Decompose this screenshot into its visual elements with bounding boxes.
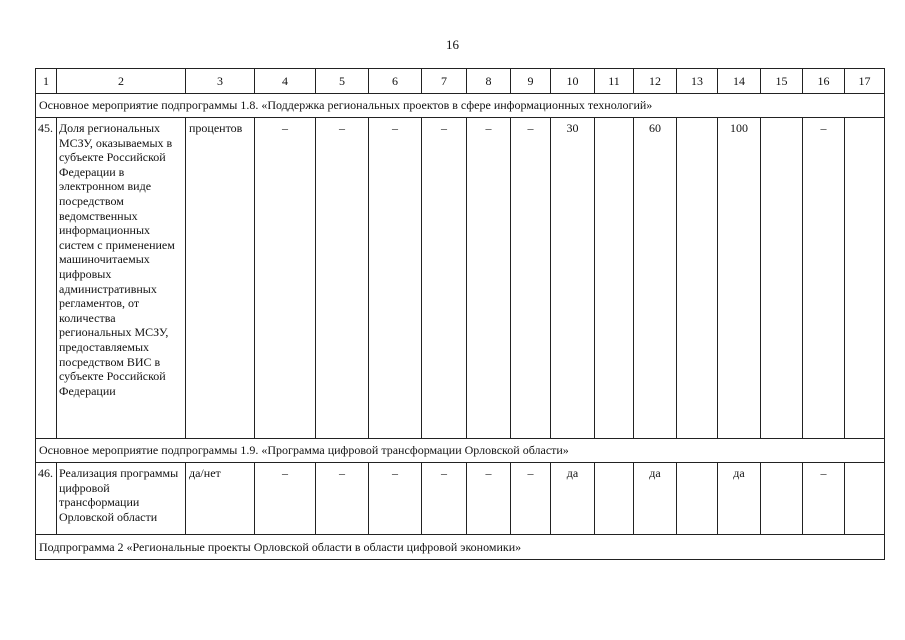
value-cell: –: [255, 463, 316, 535]
column-header: 2: [57, 69, 186, 94]
value-cell: [595, 463, 634, 535]
column-header: 5: [316, 69, 369, 94]
value-cell: [761, 118, 803, 439]
value-cell: –: [369, 463, 422, 535]
value-cell: –: [803, 118, 845, 439]
unit-of-measure: процентов: [186, 118, 255, 439]
value-cell: –: [316, 118, 369, 439]
value-cell: [595, 118, 634, 439]
indicators-table: [35, 68, 885, 560]
value-cell: [845, 463, 885, 535]
column-header: 13: [677, 69, 718, 94]
value-cell: 60: [634, 118, 677, 439]
value-cell: –: [467, 118, 511, 439]
value-cell: –: [422, 118, 467, 439]
value-cell: –: [511, 118, 551, 439]
column-header: 12: [634, 69, 677, 94]
column-header: 10: [551, 69, 595, 94]
value-cell: да: [634, 463, 677, 535]
value-cell: да: [551, 463, 595, 535]
section-row: [36, 535, 885, 560]
column-header: 1: [36, 69, 57, 94]
value-cell: [677, 463, 718, 535]
value-cell: 30: [551, 118, 595, 439]
unit-of-measure: да/нет: [186, 463, 255, 535]
column-header: 6: [369, 69, 422, 94]
value-cell: [677, 118, 718, 439]
column-header: 3: [186, 69, 255, 94]
column-header: 9: [511, 69, 551, 94]
section-row: [36, 439, 885, 463]
value-cell: –: [255, 118, 316, 439]
section-title: Основное мероприятие подпрограммы 1.8. «Поддержка региональных проектов в сфере информационных технологий»: [36, 94, 885, 118]
value-cell: да: [718, 463, 761, 535]
value-cell: [845, 118, 885, 439]
section-row: [36, 94, 885, 118]
column-header: 8: [467, 69, 511, 94]
value-cell: –: [369, 118, 422, 439]
page-number: 16: [446, 37, 459, 52]
table-row: [36, 463, 885, 535]
column-header: 7: [422, 69, 467, 94]
section-title: Подпрограмма 2 «Региональные проекты Орловской области в области цифровой экономики»: [36, 535, 885, 560]
column-header: 15: [761, 69, 803, 94]
value-cell: –: [803, 463, 845, 535]
value-cell: –: [422, 463, 467, 535]
value-cell: –: [316, 463, 369, 535]
table-header-row: [36, 69, 885, 94]
section-title: Основное мероприятие подпрограммы 1.9. «Программа цифровой трансформации Орловской области»: [36, 439, 885, 463]
value-cell: [761, 463, 803, 535]
column-header: 14: [718, 69, 761, 94]
indicator-name: Доля региональных МСЗУ, оказываемых в субъекте Российской Федерации в электронном виде посредством ведомственных информационных систем с применением машиночитаемых цифровых административных регламентов, от количества региональных МСЗУ, предоставляемых посредством ВИС в субъекте Российской Федерации: [57, 118, 186, 439]
column-header: 4: [255, 69, 316, 94]
value-cell: 100: [718, 118, 761, 439]
indicator-name: Реализация программы цифровой трансформации Орловской области: [57, 463, 186, 535]
table-row: [36, 118, 885, 439]
value-cell: –: [467, 463, 511, 535]
column-header: 11: [595, 69, 634, 94]
row-number: 46.: [36, 463, 57, 535]
value-cell: –: [511, 463, 551, 535]
row-number: 45.: [36, 118, 57, 439]
column-header: 16: [803, 69, 845, 94]
column-header: 17: [845, 69, 885, 94]
